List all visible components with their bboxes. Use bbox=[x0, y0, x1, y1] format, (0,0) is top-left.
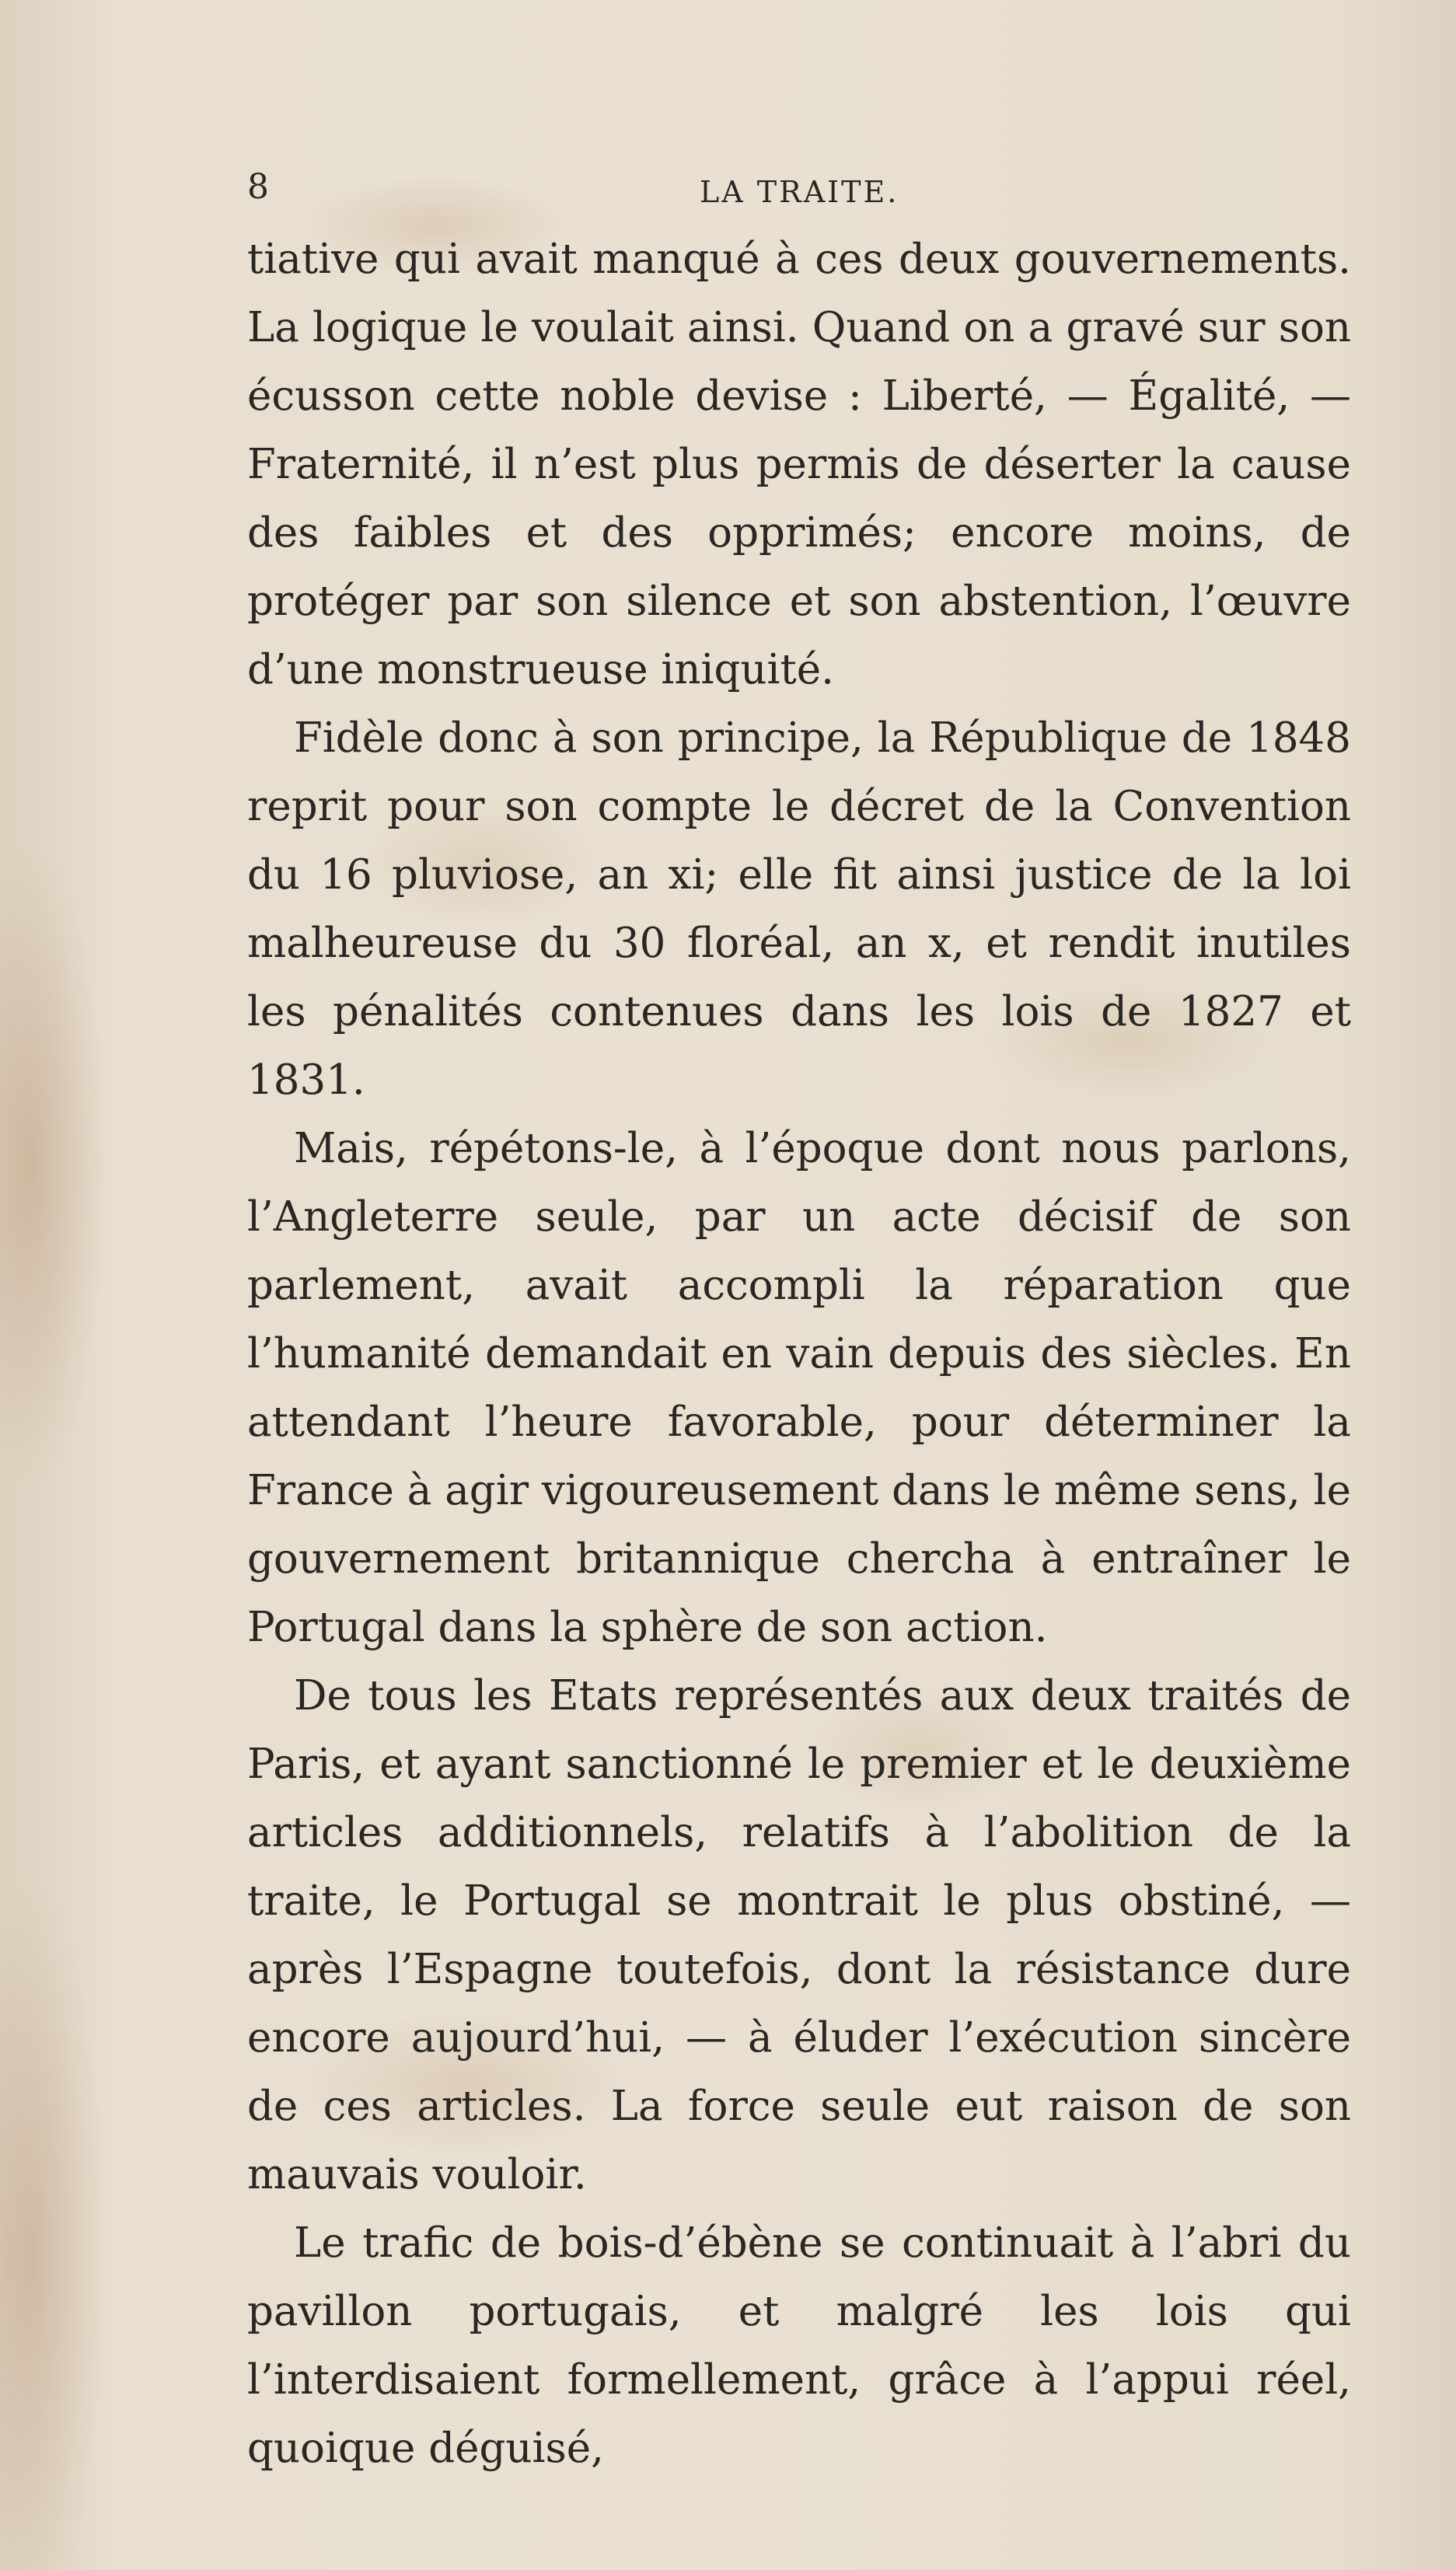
body-text bbox=[247, 225, 1351, 2483]
paragraph-4: De tous les Etats représentés aux deux traités de Paris, et ayant sanctionné le premier et le deuxième articles additionnels, relatifs à l’abolition de la traite, le Portugal se montrait le plus obstiné, — après l’Espagne toutefois, dont la résistance dure encore aujourd’hui, — à éluder l’exécution sincère de ces articles. La force seule eut raison de son mauvais vouloir. bbox=[247, 1672, 1351, 2198]
paragraph-5: Le trafic de bois-d’ébène se continuait à l’abri du pavillon portugais, et malgré les lois qui l’interdisaient formellement, grâce à l’appui réel, quoique déguisé, bbox=[247, 2219, 1351, 2472]
running-title: LA TRAITE. bbox=[700, 175, 899, 209]
paragraph-2: Fidèle donc à son principe, la République de 1848 reprit pour son compte le décret de la Convention du 16 pluviose, an xi; elle fit ainsi justice de la loi malheureuse du 30 floréal, an x, et rendit inutiles les pénalités contenues dans les lois de 1827 et 1831. bbox=[247, 714, 1351, 1104]
page-number: 8 bbox=[247, 167, 271, 207]
paragraph-3: Mais, répétons-le, à l’époque dont nous parlons, l’Angleterre seule, par un acte décisif de son parlement, avait accompli la réparation que l’humanité demandait en vain depuis des siècles. En attendant l’heure favorable, pour déterminer la France à agir vigoureusement dans le même sens, le gouvernement britannique chercha à entraîner le Portugal dans la sphère de son action. bbox=[247, 1125, 1351, 1651]
running-head bbox=[247, 159, 1351, 209]
paragraph-1: tiative qui avait manqué à ces deux gouvernements. La logique le voulait ainsi. Quand on a gravé sur son écusson cette noble devise : Liberté, — Égalité, — Fraternité, il n’est plus permis de déserter la cause des faibles et des opprimés; encore moins, de protéger par son silence et son abstention, l’œuvre d’une monstrueuse iniquité. bbox=[247, 236, 1351, 693]
